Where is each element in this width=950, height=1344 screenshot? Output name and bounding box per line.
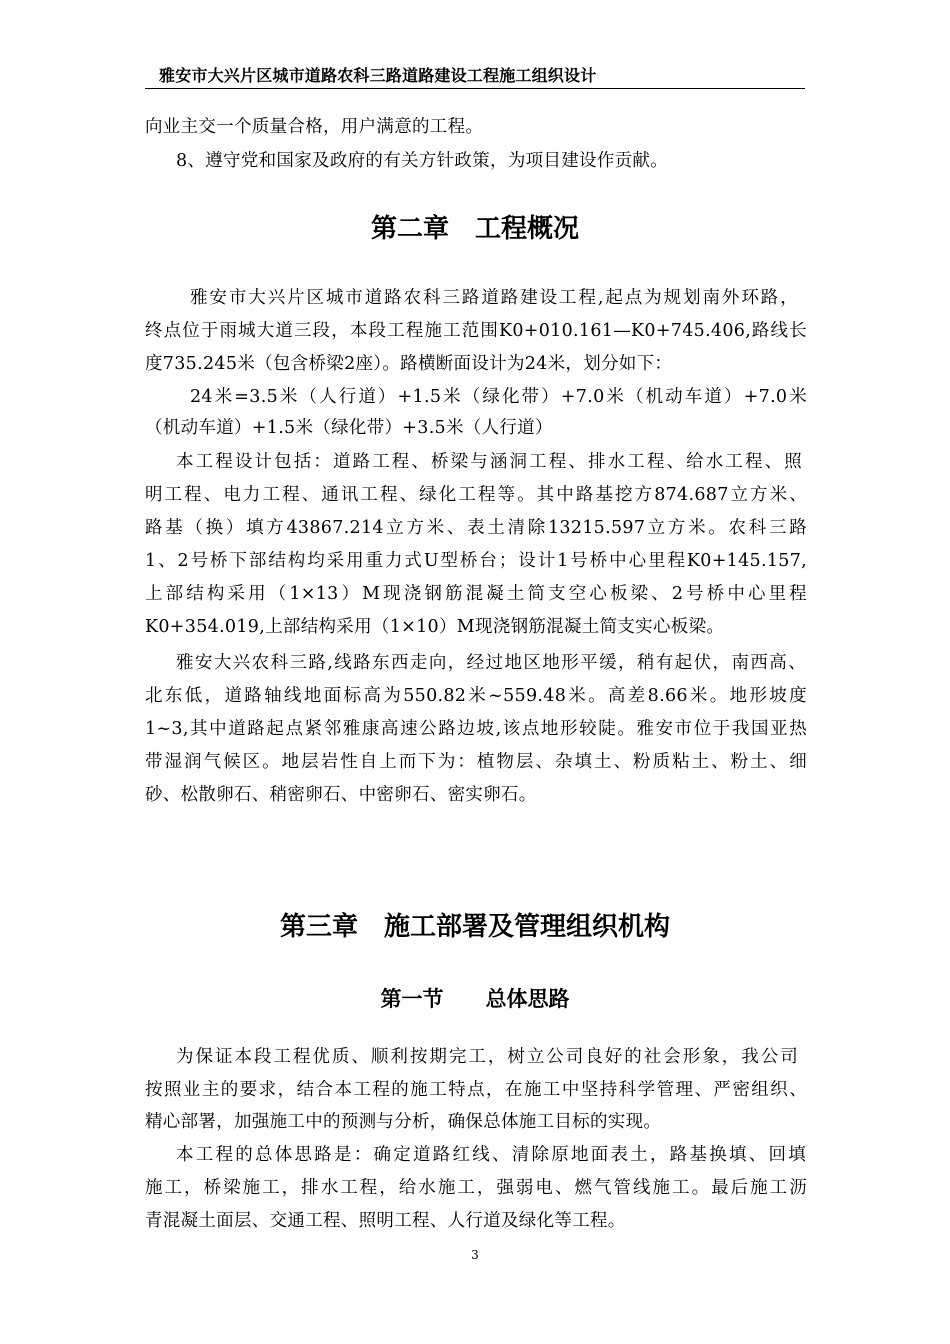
paragraph-line: 砂、松散卵石、稍密卵石、中密卵石、密实卵石。 <box>145 785 537 805</box>
paragraph-line: 8、遵守党和国家及政府的有关方针政策，为项目建设作贡献。 <box>176 151 669 171</box>
paragraph-line: 度735.245米（包含桥梁2座）。路横断面设计为24米，划分如下： <box>145 354 673 374</box>
formula-line: 24米=3.5米（人行道）+1.5米（绿化带）+7.0米（机动车道）+7.0米 <box>190 387 807 407</box>
paragraph-line: 1、2号桥下部结构均采用重力式U型桥台；设计1号桥中心里程K0+145.157, <box>145 551 807 571</box>
section-title: 第一节 总体思路 <box>380 987 570 1011</box>
paragraph-line: 按照业主的要求，结合本工程的施工特点，在施工中坚持科学管理、严密组织、 <box>145 1080 807 1100</box>
chapter-title: 第二章 工程概况 <box>370 214 579 244</box>
header-title: 雅安市大兴片区城市道路农科三路道路建设工程施工组织设计 <box>159 66 597 85</box>
formula-line: （机动车道）+1.5米（绿化带）+3.5米（人行道） <box>145 418 553 438</box>
running-header <box>145 64 805 89</box>
paragraph-line: 为保证本段工程优质、顺利按期完工，树立公司良好的社会形象，我公司 <box>176 1047 798 1067</box>
paragraph-line: 本工程的总体思路是：确定道路红线、清除原地面表土，路基换填、回填 <box>176 1145 806 1165</box>
paragraph-line: 北东低，道路轴线地面标高为550.82米~559.48米。高差8.66米。地形坡度 <box>145 686 807 706</box>
paragraph-line: K0+354.019,上部结构采用（1×10）M现浇钢筋混凝土简支实心板梁。 <box>145 617 725 637</box>
chapter-title: 第三章 施工部署及管理组织机构 <box>279 912 670 942</box>
paragraph-line: 路基（换）填方43867.214立方米、表土清除13215.597立方米。农科三路 <box>145 518 807 538</box>
paragraph-line: 上部结构采用（1×13）M现浇钢筋混凝土简支空心板梁、2号桥中心里程 <box>145 584 807 604</box>
paragraph-line: 本工程设计包括：道路工程、桥梁与涵洞工程、排水工程、给水工程、照 <box>176 452 802 472</box>
paragraph-line: 精心部署，加强施工中的预测与分析，确保总体施工目标的实现。 <box>145 1112 662 1132</box>
page-number: 3 <box>471 1248 479 1262</box>
paragraph-line: 向业主交一个质量合格，用户满意的工程。 <box>145 117 484 137</box>
paragraph-line: 青混凝土面层、交通工程、照明工程、人行道及绿化等工程。 <box>145 1211 626 1231</box>
paragraph-line: 施工，桥梁施工，排水工程，给水施工，强弱电、燃气管线施工。最后施工沥 <box>145 1178 807 1198</box>
paragraph-line: 1~3,其中道路起点紧邻雅康高速公路边坡,该点地形较陡。雅安市位于我国亚热 <box>145 719 807 739</box>
paragraph-line: 雅安市大兴片区城市道路农科三路道路建设工程,起点为规划南外环路， <box>190 288 798 308</box>
paragraph-line: 雅安大兴农科三路,线路东西走向，经过地区地形平缓，稍有起伏，南西高、 <box>176 653 806 673</box>
paragraph-line: 终点位于雨城大道三段，本段工程施工范围K0+010.161—K0+745.406,路线长 <box>145 321 807 341</box>
paragraph-line: 明工程、电力工程、通讯工程、绿化工程等。其中路基挖方874.687立方米、 <box>145 485 807 505</box>
paragraph-line: 带湿润气候区。地层岩性自上而下为：植物层、杂填土、粉质粘土、粉土、细 <box>145 752 807 772</box>
